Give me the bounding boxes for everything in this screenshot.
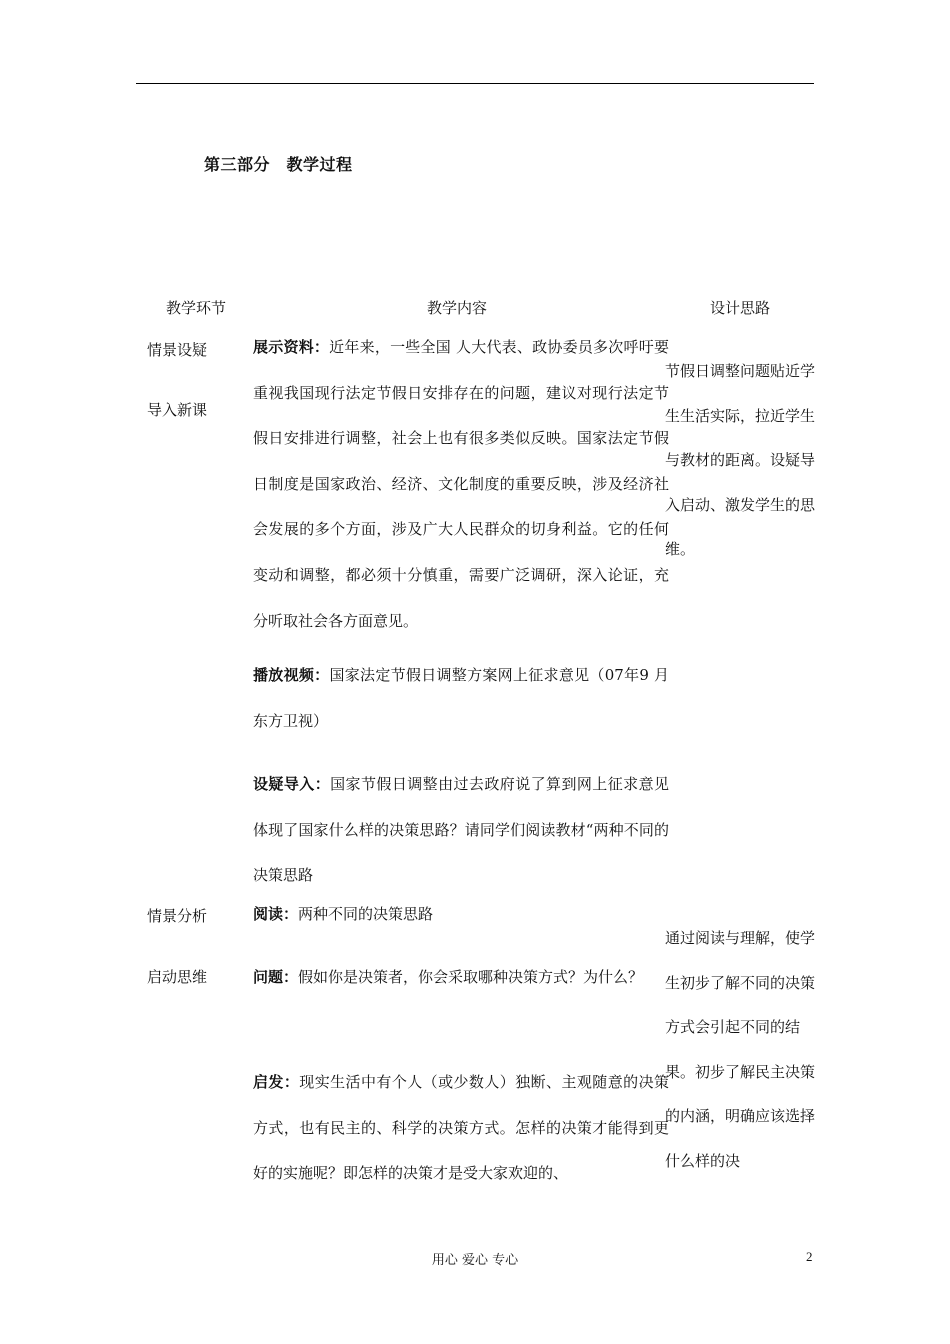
- content-paragraph: [253, 762, 669, 899]
- content-text: 近年来，一些全国 人大代表、政协委员多次呼吁要重视我国现行法定节假日安排存在的问题，建议对现行法定节假日安排进行调整，社会上也有很多类似反映。国家法定节假日制度是国家政治、经济、文化制度的重要反映，涉及经济社会发展的多个方面，涉及广大人民群众的切身利益。它的任何变动和调整，都必须十分慎重，需要广泛调研，深入论证，充分听取社会各方面意见。: [253, 338, 669, 630]
- content-paragraph: [253, 1060, 669, 1197]
- content-text: 假如你是决策者，你会采取哪种决策方式？为什么？: [298, 968, 644, 986]
- content-paragraph: [253, 653, 669, 744]
- column-header-stage: 教学环节: [166, 299, 227, 317]
- content-label: 阅读：: [253, 905, 299, 923]
- page-number: 2: [806, 1249, 813, 1264]
- content-label: 问题：: [253, 968, 299, 986]
- design-note: 通过阅读与理解，使学生初步了解不同的决策方式会引起不同的结果。初步了解民主决策的内涵，明确应该选择什么样的决: [665, 929, 816, 1170]
- content-label: 播放视频：: [253, 666, 330, 684]
- content-text: 现实生活中有个人（或少数人）独断、主观随意的决策方式，也有民主的、科学的决策方式。怎样的决策才能得到更好的实施呢？即怎样的决策才是受大家欢迎的、: [253, 1073, 669, 1183]
- content-text: 国家法定节假日调整方案网上征求意见（07年9 月东方卫视）: [253, 666, 669, 730]
- content-paragraph: [253, 955, 669, 1001]
- design-note: 节假日调整问题贴近学生生活实际，拉近学生与教材的距离。设疑导入启动、激发学生的思维。: [665, 362, 816, 559]
- content-label: 启发：: [253, 1073, 300, 1091]
- stage-label: 导入新课: [147, 401, 208, 419]
- content-text: 两种不同的决策思路: [298, 905, 434, 923]
- content-label: 展示资料：: [253, 338, 330, 356]
- content-label: 设疑导入：: [253, 775, 331, 793]
- stage-label: 启动思维: [147, 968, 208, 986]
- content-paragraph: [253, 892, 669, 938]
- stage-label: 情景分析: [147, 907, 208, 925]
- column-header-design: 设计思路: [710, 299, 771, 317]
- content-paragraph: [253, 325, 669, 644]
- content-text: 国家节假日调整由过去政府说了算到网上征求意见体现了国家什么样的决策思路？请同学们阅读教材“两种不同的决策思路: [253, 775, 669, 885]
- column-header-content: 教学内容: [427, 299, 488, 317]
- header-rule: [136, 83, 814, 84]
- section-title: 第三部分 教学过程: [204, 155, 353, 174]
- stage-label: 情景设疑: [147, 341, 208, 359]
- footer-text: 用心 爱心 专心: [431, 1253, 519, 1268]
